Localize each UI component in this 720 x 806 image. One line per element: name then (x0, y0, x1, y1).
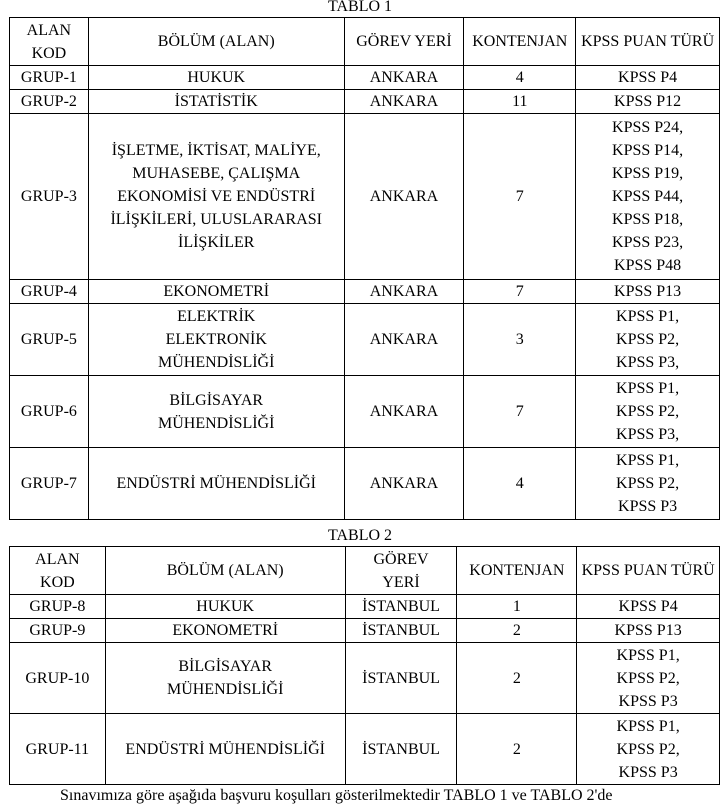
cell-bolum: EKONOMETRİ (105, 619, 345, 643)
table-row (10, 376, 720, 448)
cell-puan: KPSS P13 (576, 280, 720, 304)
cell-kod: GRUP-8 (10, 595, 106, 619)
cell-bolum: HUKUK (105, 595, 345, 619)
cell-bolum: İSTATİSTİK (88, 90, 344, 114)
table-row (10, 114, 720, 280)
cell-bolum: BİLGİSAYAR MÜHENDİSLİĞİ (88, 376, 344, 448)
cell-yer: İSTANBUL (345, 619, 457, 643)
header-gorev-yeri: GÖREV YERİ (345, 547, 457, 595)
cell-yer: ANKARA (344, 304, 464, 376)
cell-yer: İSTANBUL (345, 643, 457, 714)
header-bolum: BÖLÜM (ALAN) (88, 18, 344, 66)
cell-puan: KPSS P1, KPSS P2, KPSS P3, (576, 376, 720, 448)
cell-yer: ANKARA (344, 448, 464, 520)
table-row (10, 595, 720, 619)
cell-puan: KPSS P4 (576, 66, 720, 90)
cell-puan: KPSS P4 (577, 595, 720, 619)
cell-puan: KPSS P13 (577, 619, 720, 643)
cell-kod: GRUP-7 (10, 448, 89, 520)
header-alan-kod: ALAN KOD (10, 18, 89, 66)
header-kontenjan: KONTENJAN (464, 18, 576, 66)
cell-kontenjan: 11 (464, 90, 576, 114)
table-row (10, 280, 720, 304)
cell-kod: GRUP-1 (10, 66, 89, 90)
cell-bolum: ELEKTRİK ELEKTRONİK MÜHENDİSLİĞİ (88, 304, 344, 376)
table-row (10, 304, 720, 376)
cell-puan: KPSS P1, KPSS P2, KPSS P3 (577, 714, 720, 785)
table-2 (9, 546, 720, 785)
table-row (10, 448, 720, 520)
cell-kontenjan: 7 (464, 114, 576, 280)
cell-yer: ANKARA (344, 280, 464, 304)
cell-bolum: BİLGİSAYAR MÜHENDİSLİĞİ (105, 643, 345, 714)
cell-kontenjan: 1 (457, 595, 577, 619)
header-puan-turu: KPSS PUAN TÜRÜ (577, 547, 720, 595)
cell-yer: ANKARA (344, 90, 464, 114)
header-gorev-yeri: GÖREV YERİ (344, 18, 464, 66)
cell-yer: ANKARA (344, 114, 464, 280)
cell-puan: KPSS P1, KPSS P2, KPSS P3, (576, 304, 720, 376)
table-row (10, 90, 720, 114)
cell-yer: İSTANBUL (345, 714, 457, 785)
cell-puan: KPSS P24, KPSS P14, KPSS P19, KPSS P44, KPSS P18, KPSS P23, KPSS P48 (576, 114, 720, 280)
cell-kod: GRUP-9 (10, 619, 106, 643)
cell-bolum: İŞLETME, İKTİSAT, MALİYE, MUHASEBE, ÇALIŞMA EKONOMİSİ VE ENDÜSTRİ İLİŞKİLERİ, ULUSLARARASI İLİŞKİLER (88, 114, 344, 280)
table-1 (9, 17, 720, 520)
cell-bolum: EKONOMETRİ (88, 280, 344, 304)
cell-yer: ANKARA (344, 66, 464, 90)
cell-kontenjan: 2 (457, 619, 577, 643)
table-header-row (10, 547, 720, 595)
cell-kontenjan: 2 (457, 643, 577, 714)
cell-kod: GRUP-2 (10, 90, 89, 114)
cell-puan: KPSS P1, KPSS P2, KPSS P3 (576, 448, 720, 520)
cell-yer: ANKARA (344, 376, 464, 448)
table-2-caption: TABLO 2 (327, 527, 393, 544)
footer-text: Sınavımıza göre aşağıda başvuru koşulları gösterilmektedir TABLO 1 ve TABLO 2'de (60, 787, 613, 804)
cell-kod: GRUP-6 (10, 376, 89, 448)
header-alan-kod: ALAN KOD (10, 547, 106, 595)
table-header-row (10, 18, 720, 66)
cell-kontenjan: 2 (457, 714, 577, 785)
cell-kontenjan: 4 (464, 448, 576, 520)
cell-kod: GRUP-11 (10, 714, 106, 785)
cell-bolum: HUKUK (88, 66, 344, 90)
table-row (10, 619, 720, 643)
cell-kontenjan: 3 (464, 304, 576, 376)
header-kontenjan: KONTENJAN (457, 547, 577, 595)
cell-kontenjan: 4 (464, 66, 576, 90)
cell-yer: İSTANBUL (345, 595, 457, 619)
cell-kod: GRUP-5 (10, 304, 89, 376)
cell-kod: GRUP-3 (10, 114, 89, 280)
table-row (10, 643, 720, 714)
cell-puan: KPSS P1, KPSS P2, KPSS P3 (577, 643, 720, 714)
cell-bolum: ENDÜSTRİ MÜHENDİSLİĞİ (105, 714, 345, 785)
cell-kontenjan: 7 (464, 280, 576, 304)
table-row (10, 66, 720, 90)
cell-bolum: ENDÜSTRİ MÜHENDİSLİĞİ (88, 448, 344, 520)
cell-kod: GRUP-4 (10, 280, 89, 304)
cell-puan: KPSS P12 (576, 90, 720, 114)
header-puan-turu: KPSS PUAN TÜRÜ (576, 18, 720, 66)
cell-kontenjan: 7 (464, 376, 576, 448)
header-bolum: BÖLÜM (ALAN) (105, 547, 345, 595)
table-row (10, 714, 720, 785)
cell-kod: GRUP-10 (10, 643, 106, 714)
table-1-caption: TABLO 1 (327, 0, 393, 15)
